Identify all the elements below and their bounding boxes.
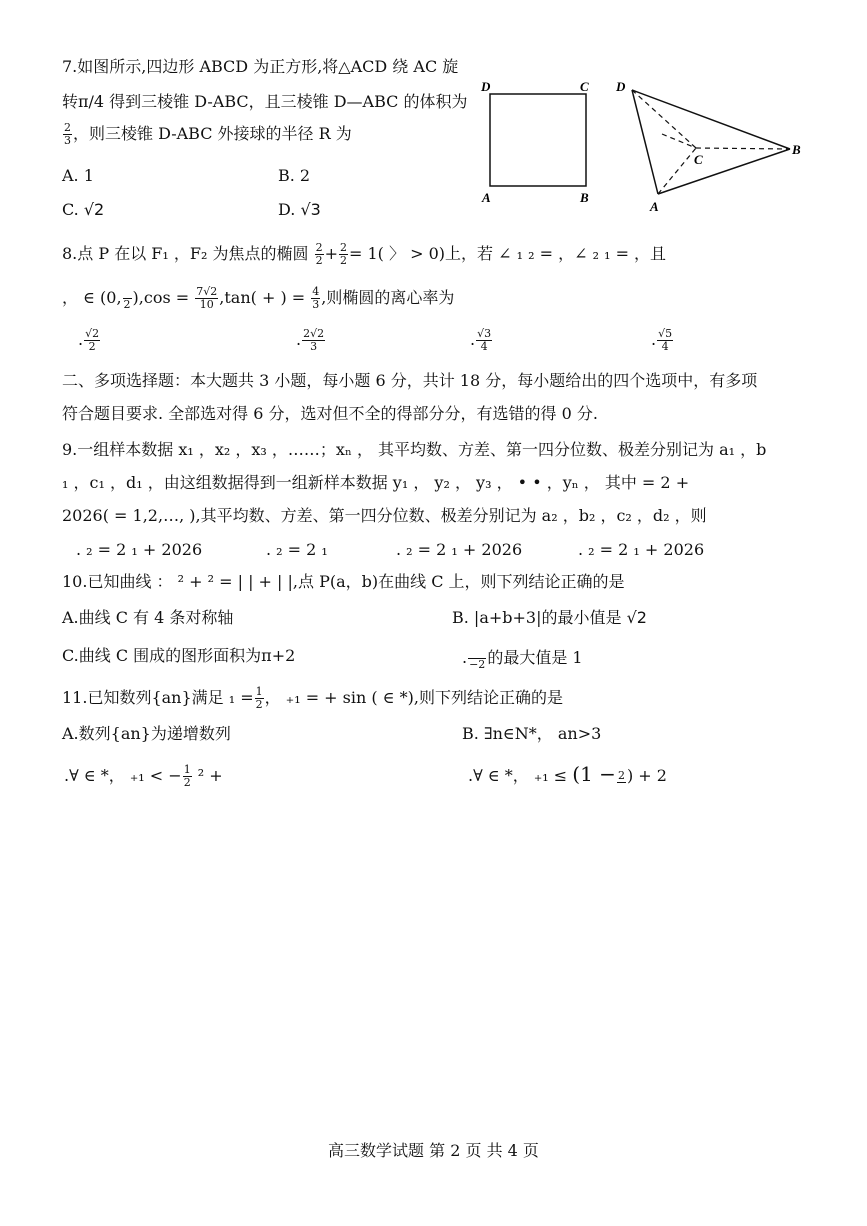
q7-line1: 7.如图所示,四边形 ABCD 为正方形,将△ACD 绕 AC 旋 <box>62 57 459 76</box>
q8-option-c: . $\frac{√3}{4}$ <box>470 327 492 353</box>
q8-option-b: . $\frac{2√2}{3}$ <box>296 327 325 353</box>
q10-option-c: C.曲线 C 围成的图形面积为π+2 <box>62 646 296 665</box>
q7-line2: 转π/4 得到三棱锥 D-ABC，且三棱锥 D—ABC 的体积为 <box>62 92 468 111</box>
q11-option-d: .∀ ∈ *， ₊₁ ≤ (1 − 2 ) + 2 <box>468 762 667 786</box>
label-c: C <box>580 79 589 94</box>
q11-option-b: B. ∃n∈N*， an>3 <box>462 724 602 743</box>
label-b: B <box>580 190 589 205</box>
q10-line1: 10.已知曲线 ： ² + ² = | | + | |,点 P(a，b)在曲线 C 上，则下列结论正确的是 <box>62 572 625 591</box>
q10-option-a: A.曲线 C 有 4 条对称轴 <box>62 608 234 627</box>
section2-line2: 符合题目要求. 全部选对得 6 分，选对但不全的得部分分，有选错的得 0 分. <box>62 404 598 423</box>
section2-line1: 二、多项选择题：本大题共 3 小题，每小题 6 分，共计 18 分，每小题给出的四个选项中，有多项 <box>62 371 758 390</box>
q9-option-c: . ₂ = 2 ₁ + 2026 <box>396 540 523 559</box>
q7-square-figure <box>478 76 598 208</box>
label-d: D <box>616 79 626 94</box>
q7-pyramid-figure <box>610 76 810 216</box>
q11-option-a: A.数列{an}为递增数列 <box>62 724 231 743</box>
q7-option-b: B. 2 <box>278 166 311 185</box>
q10-option-d: . −2 的最大值是 1 <box>462 648 583 671</box>
edge-cb <box>696 148 790 149</box>
edge-da <box>632 90 658 194</box>
edge-dc <box>632 90 696 148</box>
q10-option-b: B. |a+b+3|的最小值是 √2 <box>452 608 647 627</box>
q9-option-a: . ₂ = 2 ₁ + 2026 <box>76 540 203 559</box>
q8-option-a: . $\frac{√2}{2}$ <box>78 327 100 353</box>
q7-option-c: C. √2 <box>62 200 105 219</box>
edge-inner <box>662 134 696 148</box>
q11-option-c: .∀ ∈ *， ₊₁ < − $\frac{1}{2}$ ² + <box>64 763 223 789</box>
q8-line2: ， ∈ (0, 2 ),cos = $\frac{7√2}{10}$ ,tan( + ) = $\frac{4}{3}$ ,则椭圆的离心率为 <box>62 285 455 311</box>
q9-line1: 9.一组样本数据 x₁ ，x₂ ，x₃ ，……；xₙ ， 其平均数、方差、第一四分位数、极差分别记为 a₁ ，b <box>62 440 767 459</box>
q9-line3: 2026( = 1,2,…, ),其平均数、方差、第一四分位数、极差分别记为 a₂ ，b₂ ，c₂ ，d₂ ，则 <box>62 506 707 525</box>
edge-ab <box>658 149 790 194</box>
q7-volume-fraction: $\frac{2}{3}$ <box>64 121 71 147</box>
label-a: A <box>650 199 659 214</box>
label-d: D <box>481 79 491 94</box>
q7-option-d: D. √3 <box>278 200 321 219</box>
edge-db <box>632 90 790 149</box>
label-a: A <box>482 190 491 205</box>
q11-line1: 11.已知数列{an}满足 ₁ = $\frac{1}{2}$ ， ₊₁ = + sin ( ∈ *),则下列结论正确的是 <box>62 685 563 711</box>
label-c: C <box>694 152 703 167</box>
label-b: B <box>792 142 801 157</box>
q8-line1: 8.点 P 在以 F₁ ，F₂ 为焦点的椭圆 $\frac{2}{2}$ + $\frac{2}{2}$ = 1( 〉 > 0)上，若 ∠ ₁ ₂ = ，∠ ₂ ₁ = ，且 <box>62 241 667 267</box>
q9-option-b: . ₂ = 2 ₁ <box>266 540 328 559</box>
q7-option-a: A. 1 <box>62 166 94 185</box>
q9-line2: ₁ ，c₁ ，d₁ ，由这组数据得到一组新样本数据 y₁ ， y₂ ， y₃ ， • • ，yₙ ， 其中 = 2 + <box>62 473 690 492</box>
q9-option-d: . ₂ = 2 ₁ + 2026 <box>578 540 705 559</box>
q8-option-d: . $\frac{√5}{4}$ <box>651 327 673 353</box>
page-footer: 高三数学试题 第 2 页 共 4 页 <box>328 1141 539 1160</box>
square-abcd <box>490 94 586 186</box>
q7-line3: $\frac{2}{3}$ ，则三棱锥 D-ABC 外接球的半径 R 为 <box>64 121 352 147</box>
